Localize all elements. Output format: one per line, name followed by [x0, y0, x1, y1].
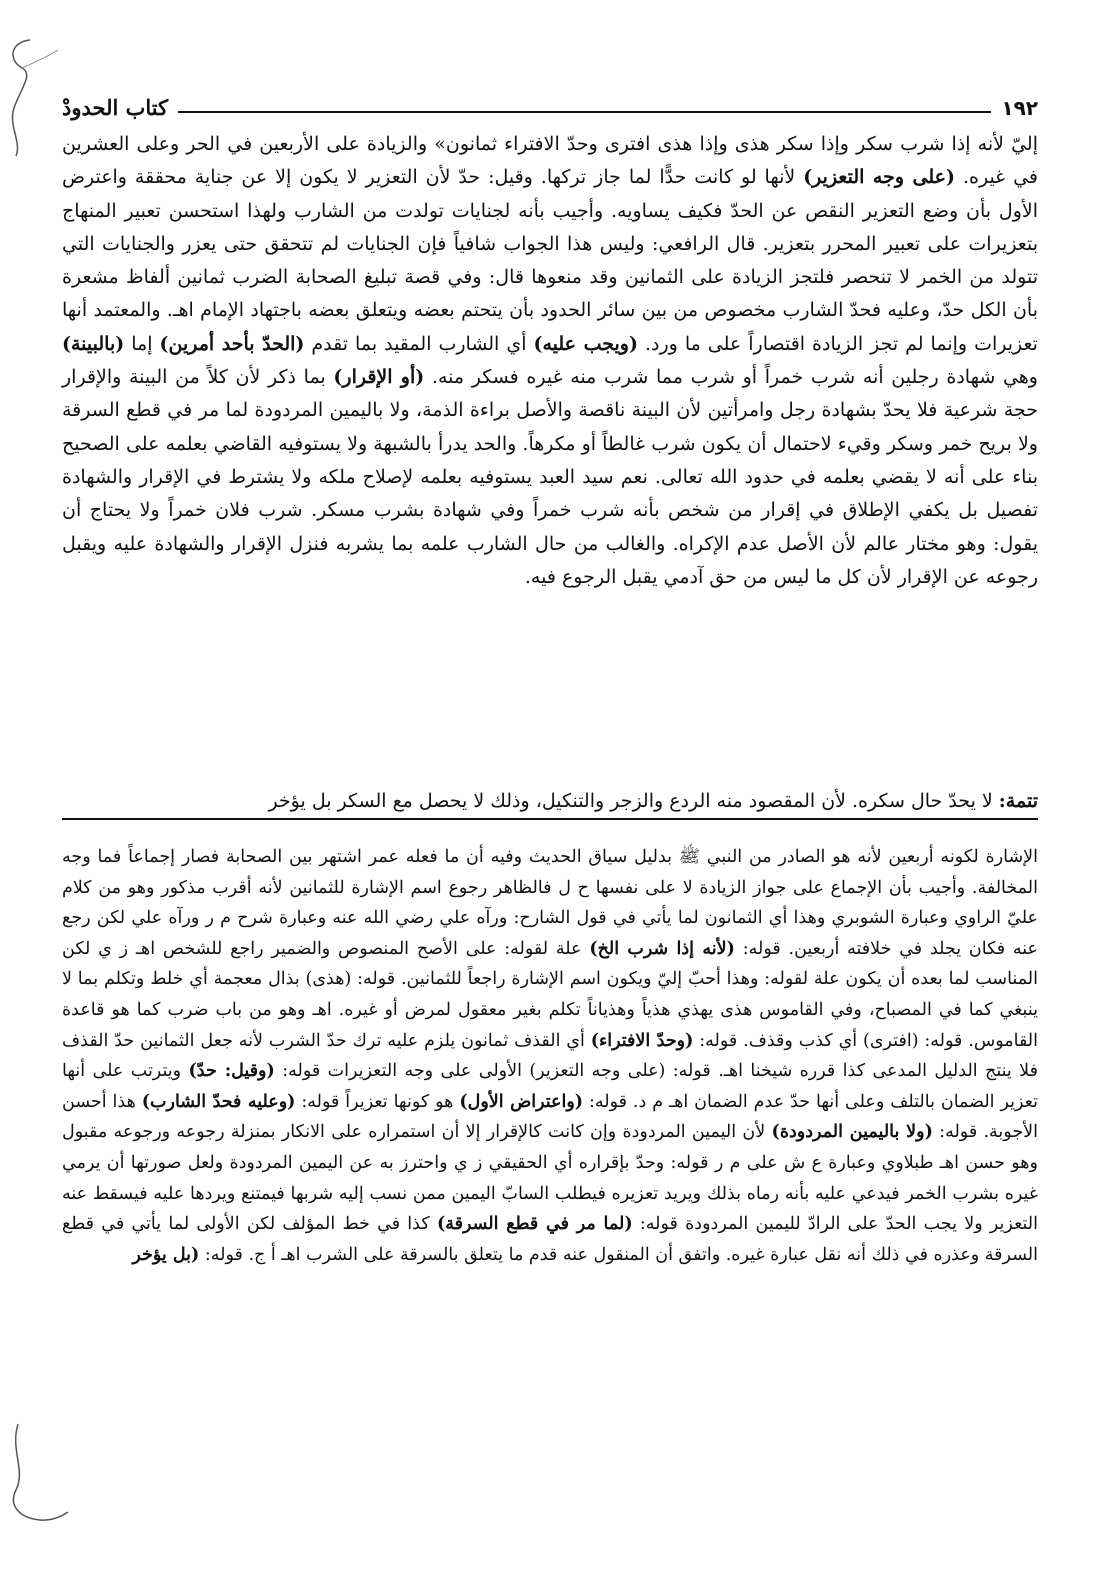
matn-quote: (ويجب عليه)	[533, 332, 638, 355]
main-text-segment: بما ذكر لأن كلاً من البينة والإقرار حجة شرعية فلا يحدّ بشهادة رجل وامرأتين لأن البينة ناقصة والأصل براءة الذمة، ولا باليمين المردودة لما مر في قطع السرقة ولا بريح خمر وسكر وقيء لاحتمال أن يكون شرب غالطاً أو مكرهاً. والحد يدرأ بالشبهة ولا يستوفيه القاضي بعلمه على الصحيح بناء على أنه لا يقضي بعلمه في حدود الله تعالى. نعم سيد العبد يستوفيه بعلمه لإصلاح ملكه ولا يشترط في الإقرار والشهادة تفصيل بل يكفي الإطلاق في إقرار من شخص بأنه شرب خمراً وفي شهادة بشرب مسكر. شرب فلان خمراً ولا يحتاج أن يقول: وهو مختار عالم لأن الأصل عدم الإكراه. والغالب من حال الشارب علمه بما يشربه فنزل الإقرار والشهادة عليه ويقبل رجوعه عن الإقرار لأن كل ما ليس من حق آدمي يقبل الرجوع فيه.	[62, 366, 1038, 588]
note-quote: (واعتراض الأول)	[459, 1091, 584, 1112]
matn-quote: (الحدّ بأحد أمرين)	[159, 332, 305, 355]
main-text-segment: إليّ لأنه إذا شرب سكر وإذا سكر هذى وإذا هذى افترى وحدّ الافتراء ثمانون» والزيادة على الأربعين في الحر وعلى العشرين في غيره.	[62, 133, 1038, 189]
note-segment: لأن اليمين المردودة وإن كانت كالإقرار إلا أن استمراره على الانكار بمنزلة رجوعه ورجوعه مقبول وهو حسن اهـ طبلاوي وعبارة ع ش على م ر قوله: وحدّ بإقراره أي الحقيقي ز ي واحترز به عن اليمين المردودة ولعل صورتها أن يرمي غيره بشرب الخمر فيدعي عليه بأنه رماه بذلك ويريد تعزيره فيطلب السابّ اليمين ممن نسب إليه شربها فيمتنع ويردها عليه فيسقط عنه التعزير ولا يجب الحدّ على الرادّ لليمين المردودة قوله:	[62, 1122, 1038, 1235]
matn-quote: (بالبينة)	[62, 332, 125, 355]
book-title: كتاب الحدودْ	[62, 95, 169, 120]
note-segment: هو كونها تعزيراً قوله:	[301, 1091, 454, 1112]
note-quote: (لأنه إذا شرب الخ)	[589, 938, 735, 959]
note-quote: (وقيل: حدّ)	[188, 1061, 275, 1082]
tatimma-text: لا يحدّ حال سكره. لأن المقصود منه الردع والزجر والتنكيل، وذلك لا يحصل مع السكر بل يؤخر	[268, 790, 993, 812]
notes-paragraph	[62, 842, 1038, 1270]
page-header	[62, 84, 1038, 120]
tatimma-label: تتمة:	[998, 790, 1038, 812]
note-segment: علة لقوله: على الأصح المنصوص والضمير راجع للشخص اهـ ز ي لكن المناسب لما بعده أن يكون علة لقوله: وهذا أحبّ إليّ ويكون اسم الإشارة راجعاً للثمانين. قوله: (هذى) بذال معجمة أي خلط وتكلم بما لا ينبغي كما في المصباح، وفي القاموس هذى يهذي هذياً وهذياناً تكلم بغير معقول لمرض أو غيره. اهـ وهو من باب ضرب كما هو قاعدة القاموس. قوله: (افترى) أي كذب وقذف. قوله:	[62, 938, 1038, 1051]
matn-quote: (أو الإقرار)	[333, 366, 425, 389]
main-text-segment: وهي شهادة رجلين أنه شرب خمراً أو شرب مما شرب منه غيره فسكر منه.	[431, 366, 1038, 389]
binding-mark-top	[0, 30, 60, 160]
note-segment: ويترتب على أنها تعزير الضمان بالتلف وعلى أنها حدّ عدم الضمان اهـ م د. قوله:	[62, 1061, 1038, 1112]
main-text	[62, 128, 1038, 594]
note-quote: (وحدّ الافتراء)	[590, 1030, 694, 1051]
note-quote: (بل يؤخر	[132, 1244, 200, 1265]
binding-mark-bottom	[0, 1420, 70, 1530]
note-segment: هذا أحسن الأجوبة. قوله:	[62, 1091, 1038, 1143]
header-rule	[178, 111, 991, 113]
matn-quote: (على وجه التعزير)	[803, 166, 956, 189]
note-quote: (ولا باليمين المردودة)	[771, 1122, 933, 1143]
note-quote: (وعليه فحدّ الشارب)	[141, 1091, 296, 1112]
main-text-segment: لأنها لو كانت حدًّا لما جاز تركها. وقيل: حدّ لأن التعزير لا يكون إلا عن جناية محققة واعترض الأول بأن وضع التعزير النقص عن الحدّ فكيف يساويه. وأجيب بأنه لجنايات تولدت من الشارب ولهذا استحسن تعبير المنهاج بتعزيرات على تعبير المحرر بتعزير. قال الرافعي: وليس هذا الجواب شافياً فإن الجنايات لم تتحقق حتى يعزر والجنايات التي تتولد من الخمر لا تنحصر فلتجز الزيادة على الثمانين وقد منعوها قال: وفي قصة تبليغ الصحابة الضرب ثمانين ألفاظ مشعرة بأن الكل حدّ، وعليه فحدّ الشارب مخصوص من بين سائر الحدود بأن يتحتم بعضه ويتعلق بعضه باجتهاد الإمام اهـ. والمعتمد أنها تعزيرات وإنما لم تجز الزيادة اقتصاراً على ما ورد.	[62, 166, 1038, 355]
note-segment: أي القذف ثمانون يلزم عليه ترك حدّ الشرب لأنه جعل الثمانين حدّ القذف فلا ينتج الدليل المدعى كذا قرره شيخنا اهـ. قوله: (على وجه التعزير) الأولى على وجه التعزيرات قوله:	[62, 1030, 1038, 1082]
tatimma-line	[62, 784, 1038, 818]
note-segment: كذا في خط المؤلف لكن الأولى لما يأتي في قطع السرقة وعذره في ذلك أنه نقل عبارة غيره. واتفق أن المنقول عنه قدم ما يتعلق بالسرقة على الشرب اهـ أ ج. قوله:	[62, 1214, 1038, 1265]
main-text-segment: إما	[131, 332, 153, 355]
note-quote: (لما مر في قطع السرقة)	[436, 1214, 633, 1235]
note-segment: الإشارة لكونه أربعين لأنه هو الصادر من النبي ﷺ بدليل سياق الحديث وفيه أن ما فعله عمر اشتهر بين الصحابة فصار إجماعاً فما وجه المخالفة. وأجيب بأن الإجماع على جواز الزيادة لا على نفسها ح ل فالظاهر رجوع اسم الإشارة للثمانين لأنه أقرب مذكور وهو من كلام عليّ الراوي وعبارة الشوبري وهذا أي الثمانون لما يأتي في قول الشارح: ورآه علي رضي الله عنه وعبارة شرح م ر ورآه علي لكن رجع عنه فكان يجلد في خلافته أربعين. قوله:	[62, 847, 1039, 959]
marginal-notes	[62, 842, 1038, 1270]
main-paragraph	[62, 128, 1038, 594]
main-text-segment: أي الشارب المقيد بما تقدم	[311, 332, 527, 355]
footnote-separator	[62, 818, 1038, 820]
page-number: ١٩٢	[1001, 96, 1038, 120]
